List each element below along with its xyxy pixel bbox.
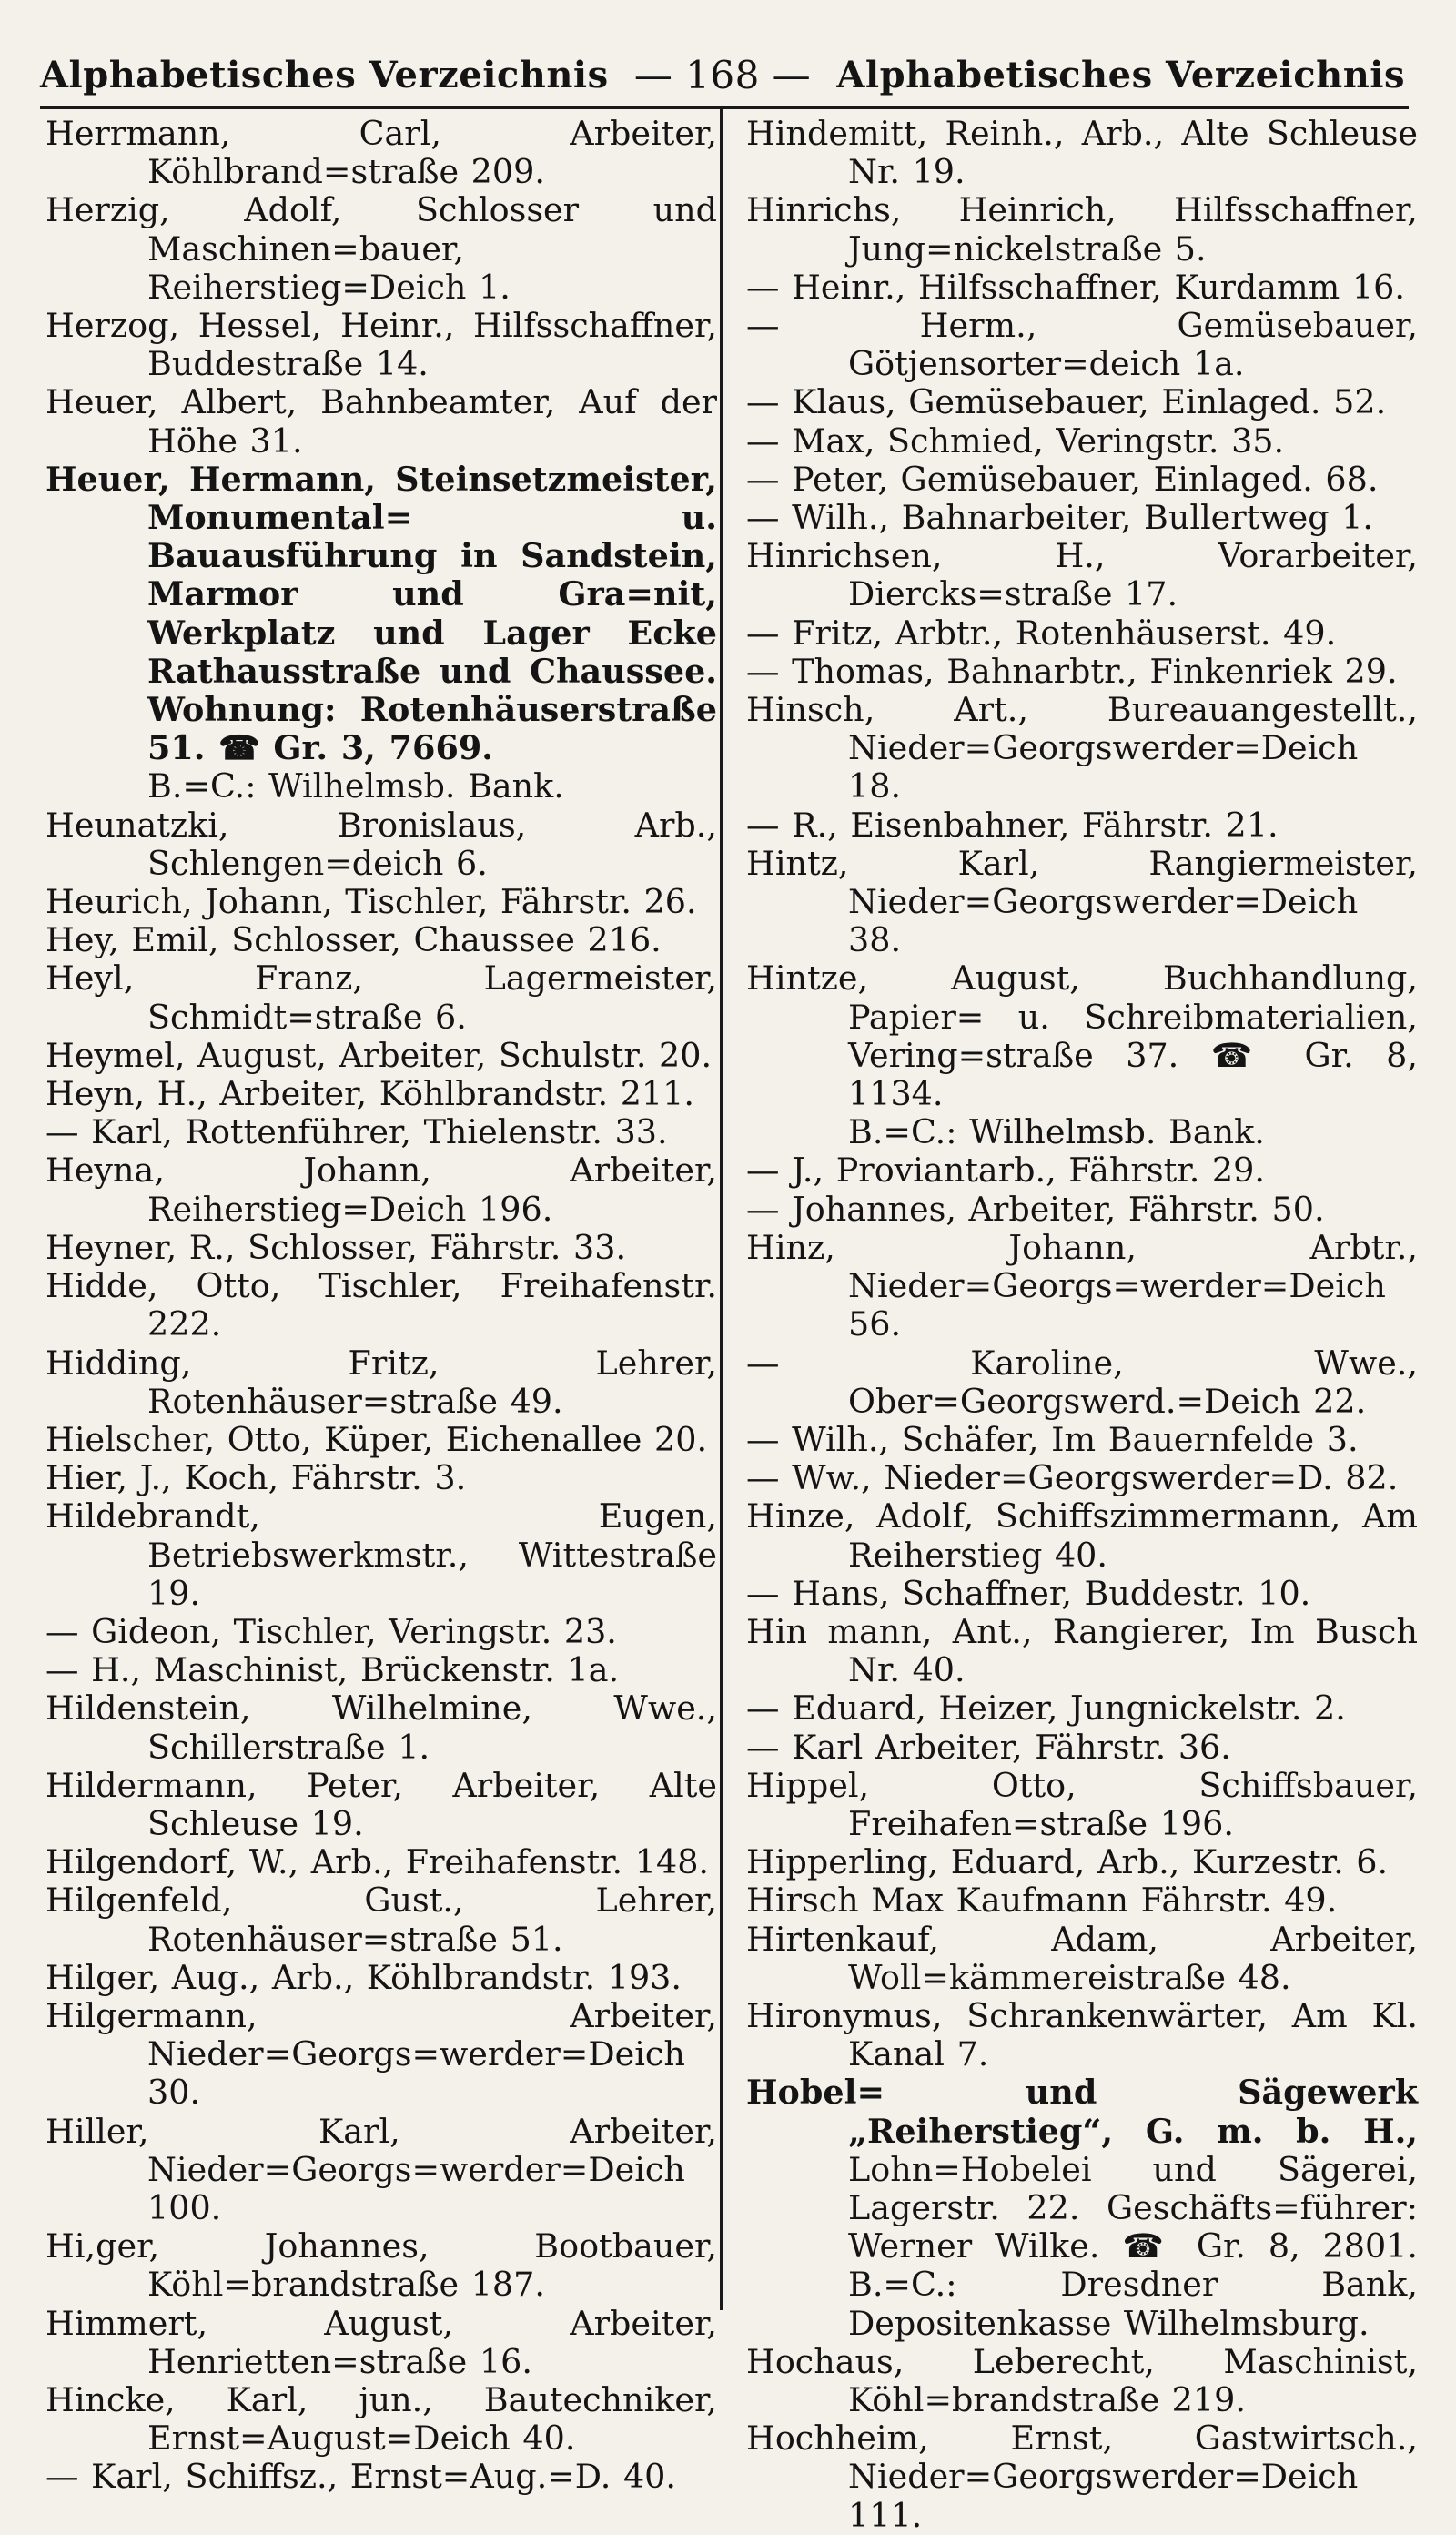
directory-entry: Hipperling, Eduard, Arb., Kurzestr. 6.: [746, 1842, 1389, 1882]
directory-entry: Heyna, Johann, Arbeiter, Reiherstieg=Deich 196.: [46, 1151, 717, 1229]
directory-entry: Herrmann, Carl, Arbeiter, Köhlbrand=straße 209.: [46, 114, 717, 192]
directory-entry: Heyl, Franz, Lagermeister, Schmidt=straße 6.: [46, 958, 717, 1037]
directory-entry: Hidde, Otto, Tischler, Freihafenstr. 222.: [46, 1266, 717, 1344]
directory-entry: Hildermann, Peter, Arbeiter, Alte Schleuse 19.: [46, 1765, 717, 1843]
directory-entry: — Gideon, Tischler, Veringstr. 23.: [46, 1611, 617, 1651]
directory-entry: Hildebrandt, Eugen, Betriebswerkmstr., Wittestraße 19.: [46, 1496, 717, 1613]
column-divider: [720, 107, 723, 2310]
directory-entry: — Max, Schmied, Veringstr. 35.: [746, 421, 1285, 461]
directory-entry: Hin mann, Ant., Rangierer, Im Busch Nr. 40.: [746, 1611, 1418, 1690]
directory-entry: Hindemitt, Reinh., Arb., Alte Schleuse Nr. 19.: [746, 114, 1418, 192]
directory-entry: Hirsch Max Kaufmann Fährstr. 49.: [746, 1881, 1338, 1921]
directory-entry: Hildenstein, Wilhelmine, Wwe., Schillerstraße 1.: [46, 1688, 717, 1767]
directory-entry: — Johannes, Arbeiter, Fährstr. 50.: [746, 1189, 1325, 1229]
directory-entry: Hironymus, Schrankenwärter, Am Kl. Kanal 7.: [746, 1995, 1418, 2074]
directory-entry: Heyner, R., Schlosser, Fährstr. 33.: [46, 1227, 627, 1267]
directory-entry: Hintz, Karl, Rangiermeister, Nieder=Georgswerder=Deich 38.: [746, 843, 1418, 960]
directory-entry: Hinrichsen, H., Vorarbeiter, Diercks=straße 17.: [746, 536, 1418, 614]
directory-entry: B.=C.: Wilhelmsb. Bank.: [147, 766, 564, 806]
directory-entry: — Thomas, Bahnarbtr., Finkenriek 29.: [746, 651, 1398, 691]
header-left-title: Alphabetisches Verzeichnis: [40, 53, 609, 96]
directory-entry: Heurich, Johann, Tischler, Fährstr. 26.: [46, 882, 697, 922]
directory-entry: — Herm., Gemüsebauer, Götjensorter=deich 1a.: [746, 306, 1418, 384]
directory-entry: Hirtenkauf, Adam, Arbeiter, Woll=kämmereistraße 48.: [746, 1919, 1418, 1997]
directory-entry: — Karl Arbeiter, Fährstr. 36.: [746, 1727, 1231, 1767]
left-column: [46, 115, 717, 2497]
page-number: — 168 —: [633, 52, 812, 97]
directory-entry: Heuer, Hermann, Steinsetzmeister, Monumental= u. Bauausführung in Sandstein, Marmor und Gra=nit, Werkplatz und Lager Ecke Rathausstraße und Chaussee. Wohnung: Rotenhäuserstraße 51. ☎ Gr. 3, 7669.: [46, 459, 717, 768]
directory-entry: Herzig, Adolf, Schlosser und Maschinen=bauer, Reiherstieg=Deich 1.: [46, 190, 717, 307]
directory-entry: [746, 2074, 1418, 2342]
directory-entry: Hielscher, Otto, Küper, Eichenallee 20.: [46, 1419, 708, 1459]
directory-entry: — Karl, Rottenführer, Thielenstr. 33.: [46, 1112, 668, 1152]
directory-entry: Heuer, Albert, Bahnbeamter, Auf der Höhe 31.: [46, 382, 717, 461]
page-header: [40, 47, 1405, 102]
directory-entry: Himmert, August, Arbeiter, Henrietten=straße 16.: [46, 2303, 717, 2381]
directory-entry: — R., Eisenbahner, Fährstr. 21.: [746, 805, 1279, 845]
directory-entry: Hochheim, Ernst, Gastwirtsch., Nieder=Georgswerder=Deich 111.: [746, 2418, 1418, 2535]
directory-entry: — Heinr., Hilfsschaffner, Kurdamm 16.: [746, 267, 1405, 307]
directory-entry: — Wilh., Bahnarbeiter, Bullertweg 1.: [746, 498, 1374, 538]
entry-bold-name: Hobel= und Sägewerk „Reiherstieg“, G. m. b. H.,: [746, 2073, 1418, 2151]
directory-entry: B.=C.: Wilhelmsb. Bank.: [848, 1112, 1265, 1152]
directory-entry: Hilgenfeld, Gust., Lehrer, Rotenhäuser=straße 51.: [46, 1881, 717, 1959]
directory-entry: — Peter, Gemüsebauer, Einlaged. 68.: [746, 459, 1379, 499]
directory-entry: — Ww., Nieder=Georgswerder=D. 82.: [746, 1458, 1399, 1498]
directory-entry: Hinze, Adolf, Schiffszimmermann, Am Reiherstieg 40.: [746, 1496, 1418, 1575]
directory-entry: Heunatzki, Bronislaus, Arb., Schlengen=deich 6.: [46, 805, 717, 883]
directory-entry: — H., Maschinist, Brückenstr. 1a.: [46, 1650, 620, 1690]
entry-details: Lohn=Hobelei und Sägerei, Lagerstr. 22. Geschäfts=führer: Werner Wilke. ☎ Gr. 8, 2801. B.=C.: Dresdner Bank, Depositenkasse Wilhelmsburg.: [848, 2149, 1418, 2343]
header-right-title: Alphabetisches Verzeichnis: [836, 53, 1405, 96]
directory-entry: Hilgermann, Arbeiter, Nieder=Georgs=werder=Deich 30.: [46, 1995, 717, 2113]
directory-entry: Hochaus, Leberecht, Maschinist, Köhl=brandstraße 219.: [746, 2341, 1418, 2419]
directory-entry: Hilger, Aug., Arb., Köhlbrandstr. 193.: [46, 1957, 682, 1997]
directory-entry: — Karoline, Wwe., Ober=Georgswerd.=Deich 22.: [746, 1343, 1418, 1421]
directory-entry: Hier, J., Koch, Fährstr. 3.: [46, 1458, 467, 1498]
directory-entry: Hey, Emil, Schlosser, Chaussee 216.: [46, 920, 662, 960]
directory-entry: Hinz, Johann, Arbtr., Nieder=Georgs=werder=Deich 56.: [746, 1227, 1418, 1344]
directory-entry: — Karl, Schiffsz., Ernst=Aug.=D. 40.: [46, 2457, 676, 2497]
directory-entry: Hinrichs, Heinrich, Hilfsschaffner, Jung=nickelstraße 5.: [746, 190, 1418, 269]
header-rule: [40, 106, 1409, 109]
directory-entry: — Hans, Schaffner, Buddestr. 10.: [746, 1573, 1311, 1613]
directory-entry: Hi,ger, Johannes, Bootbauer, Köhl=brandstraße 187.: [46, 2226, 717, 2305]
directory-entry: Hiller, Karl, Arbeiter, Nieder=Georgs=werder=Deich 100.: [46, 2111, 717, 2227]
directory-entry: Heymel, August, Arbeiter, Schulstr. 20.: [46, 1035, 713, 1075]
directory-entry: Hincke, Karl, jun., Bautechniker, Ernst=August=Deich 40.: [46, 2379, 717, 2459]
directory-entry: — Eduard, Heizer, Jungnickelstr. 2.: [746, 1688, 1346, 1729]
directory-entry: Herzog, Hessel, Heinr., Hilfsschaffner, Buddestraße 14.: [46, 306, 717, 384]
right-column: [746, 115, 1418, 2535]
directory-entry: Hinsch, Art., Bureauangestellt., Nieder=Georgswerder=Deich 18.: [746, 690, 1418, 806]
directory-entry: Heyn, H., Arbeiter, Köhlbrandstr. 211.: [46, 1074, 694, 1114]
directory-entry: — Wilh., Schäfer, Im Bauernfelde 3.: [746, 1419, 1359, 1459]
directory-entry: — Klaus, Gemüsebauer, Einlaged. 52.: [746, 382, 1387, 422]
directory-entry: Hidding, Fritz, Lehrer, Rotenhäuser=straße 49.: [46, 1343, 717, 1421]
directory-entry: Hilgendorf, W., Arb., Freihafenstr. 148.: [46, 1842, 710, 1882]
directory-entry: — J., Proviantarb., Fährstr. 29.: [746, 1151, 1265, 1191]
directory-entry: Hintze, August, Buchhandlung, Papier= u. Schreibmaterialien, Vering=straße 37. ☎ Gr. 8, 1134.: [746, 958, 1418, 1114]
directory-entry: Hippel, Otto, Schiffsbauer, Freihafen=straße 196.: [746, 1765, 1418, 1843]
directory-entry: — Fritz, Arbtr., Rotenhäuserst. 49.: [746, 613, 1337, 653]
